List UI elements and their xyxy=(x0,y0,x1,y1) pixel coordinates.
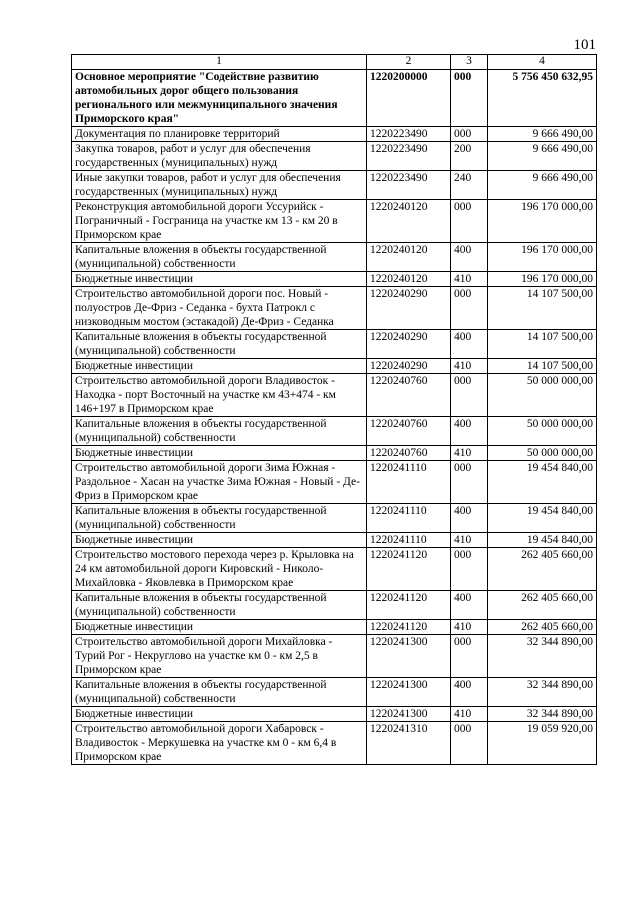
table-row xyxy=(72,287,597,330)
row-name-cell: Капитальные вложения в объекты государственной (муниципальной) собственности xyxy=(72,591,367,620)
row-code-cell: 1220241300 xyxy=(367,635,451,678)
table-row xyxy=(72,330,597,359)
row-code-cell: 1220241110 xyxy=(367,504,451,533)
row-code-cell: 1220241110 xyxy=(367,533,451,548)
column-header: 2 xyxy=(367,55,451,70)
row-name-cell: Строительство автомобильной дороги Михайловка - Турий Рог - Некруглово на участке км 0 - км 2,5 в Приморском крае xyxy=(72,635,367,678)
row-name-cell: Бюджетные инвестиции xyxy=(72,533,367,548)
row-type-cell: 400 xyxy=(451,678,488,707)
row-type-cell: 400 xyxy=(451,417,488,446)
row-code-cell: 1220223490 xyxy=(367,142,451,171)
table-row xyxy=(72,722,597,765)
row-amount-cell: 32 344 890,00 xyxy=(488,678,597,707)
table-row xyxy=(72,272,597,287)
row-amount-cell: 32 344 890,00 xyxy=(488,635,597,678)
table-row xyxy=(72,200,597,243)
row-type-cell: 200 xyxy=(451,142,488,171)
table-row xyxy=(72,243,597,272)
row-name-cell: Закупка товаров, работ и услуг для обеспечения государственных (муниципальных) нужд xyxy=(72,142,367,171)
table-row xyxy=(72,417,597,446)
row-name-cell: Основное мероприятие "Содействие развитию автомобильных дорог общего пользования регионального или межмуниципального значения Приморского края" xyxy=(72,70,367,127)
table-row xyxy=(72,359,597,374)
table-header-row xyxy=(72,55,597,70)
row-type-cell: 410 xyxy=(451,359,488,374)
row-name-cell: Бюджетные инвестиции xyxy=(72,446,367,461)
row-code-cell: 1220223490 xyxy=(367,171,451,200)
row-type-cell: 400 xyxy=(451,243,488,272)
table-row xyxy=(72,548,597,591)
row-amount-cell: 262 405 660,00 xyxy=(488,548,597,591)
table-body xyxy=(72,70,597,765)
row-amount-cell: 5 756 450 632,95 xyxy=(488,70,597,127)
table-row xyxy=(72,446,597,461)
row-code-cell: 1220240760 xyxy=(367,446,451,461)
row-amount-cell: 262 405 660,00 xyxy=(488,591,597,620)
row-name-cell: Бюджетные инвестиции xyxy=(72,620,367,635)
row-amount-cell: 19 454 840,00 xyxy=(488,504,597,533)
row-code-cell: 1220241110 xyxy=(367,461,451,504)
row-amount-cell: 262 405 660,00 xyxy=(488,620,597,635)
row-code-cell: 1220241120 xyxy=(367,620,451,635)
row-code-cell: 1220241310 xyxy=(367,722,451,765)
table-row xyxy=(72,504,597,533)
row-name-cell: Иные закупки товаров, работ и услуг для обеспечения государственных (муниципальных) нужд xyxy=(72,171,367,200)
row-type-cell: 400 xyxy=(451,504,488,533)
row-amount-cell: 9 666 490,00 xyxy=(488,142,597,171)
row-name-cell: Строительство автомобильной дороги пос. Новый - полуостров Де-Фриз - Седанка - бухта Патрокл с низководным мостом (эстакадой) Де-Фриз - Седанка xyxy=(72,287,367,330)
row-type-cell: 000 xyxy=(451,548,488,591)
row-name-cell: Строительство мостового перехода через р. Крыловка на 24 км автомобильной дороги Кировский - Николо-Михайловка - Яковлевка в Приморском крае xyxy=(72,548,367,591)
column-header: 3 xyxy=(451,55,488,70)
table-row xyxy=(72,142,597,171)
table-row xyxy=(72,127,597,142)
table-row xyxy=(72,70,597,127)
row-type-cell: 240 xyxy=(451,171,488,200)
row-name-cell: Строительство автомобильной дороги Хабаровск - Владивосток - Меркушевка на участке км 0 - км 6,4 в Приморском крае xyxy=(72,722,367,765)
table-row xyxy=(72,678,597,707)
column-header: 1 xyxy=(72,55,367,70)
row-name-cell: Бюджетные инвестиции xyxy=(72,272,367,287)
row-amount-cell: 9 666 490,00 xyxy=(488,127,597,142)
row-amount-cell: 19 059 920,00 xyxy=(488,722,597,765)
row-code-cell: 1220240290 xyxy=(367,287,451,330)
row-type-cell: 000 xyxy=(451,635,488,678)
row-amount-cell: 9 666 490,00 xyxy=(488,171,597,200)
table-row xyxy=(72,533,597,548)
row-type-cell: 000 xyxy=(451,287,488,330)
row-amount-cell: 14 107 500,00 xyxy=(488,359,597,374)
row-code-cell: 1220200000 xyxy=(367,70,451,127)
row-code-cell: 1220241300 xyxy=(367,707,451,722)
table-row xyxy=(72,707,597,722)
row-code-cell: 1220241120 xyxy=(367,548,451,591)
row-name-cell: Реконструкция автомобильной дороги Уссурийск - Пограничный - Госграница на участке км 13 - км 20 в Приморском крае xyxy=(72,200,367,243)
row-amount-cell: 32 344 890,00 xyxy=(488,707,597,722)
row-amount-cell: 196 170 000,00 xyxy=(488,200,597,243)
table-row xyxy=(72,635,597,678)
row-type-cell: 410 xyxy=(451,620,488,635)
table-row xyxy=(72,591,597,620)
row-code-cell: 1220240120 xyxy=(367,200,451,243)
row-type-cell: 410 xyxy=(451,707,488,722)
row-amount-cell: 50 000 000,00 xyxy=(488,374,597,417)
column-header: 4 xyxy=(488,55,597,70)
row-type-cell: 000 xyxy=(451,461,488,504)
row-type-cell: 410 xyxy=(451,533,488,548)
row-name-cell: Капитальные вложения в объекты государственной (муниципальной) собственности xyxy=(72,504,367,533)
row-amount-cell: 19 454 840,00 xyxy=(488,533,597,548)
row-amount-cell: 50 000 000,00 xyxy=(488,417,597,446)
row-code-cell: 1220223490 xyxy=(367,127,451,142)
row-code-cell: 1220241120 xyxy=(367,591,451,620)
page-number: 101 xyxy=(573,37,596,53)
table-row xyxy=(72,461,597,504)
row-code-cell: 1220241300 xyxy=(367,678,451,707)
row-name-cell: Капитальные вложения в объекты государственной (муниципальной) собственности xyxy=(72,678,367,707)
row-name-cell: Капитальные вложения в объекты государственной (муниципальной) собственности xyxy=(72,417,367,446)
budget-table xyxy=(71,54,597,765)
row-type-cell: 000 xyxy=(451,374,488,417)
table-row xyxy=(72,620,597,635)
row-amount-cell: 50 000 000,00 xyxy=(488,446,597,461)
row-name-cell: Капитальные вложения в объекты государственной (муниципальной) собственности xyxy=(72,330,367,359)
row-amount-cell: 196 170 000,00 xyxy=(488,243,597,272)
row-code-cell: 1220240760 xyxy=(367,374,451,417)
row-type-cell: 400 xyxy=(451,330,488,359)
row-type-cell: 410 xyxy=(451,446,488,461)
row-type-cell: 000 xyxy=(451,127,488,142)
row-name-cell: Капитальные вложения в объекты государственной (муниципальной) собственности xyxy=(72,243,367,272)
row-name-cell: Бюджетные инвестиции xyxy=(72,707,367,722)
table-row xyxy=(72,374,597,417)
row-type-cell: 410 xyxy=(451,272,488,287)
row-amount-cell: 19 454 840,00 xyxy=(488,461,597,504)
row-type-cell: 000 xyxy=(451,722,488,765)
row-name-cell: Документация по планировке территорий xyxy=(72,127,367,142)
row-code-cell: 1220240290 xyxy=(367,330,451,359)
row-type-cell: 000 xyxy=(451,200,488,243)
row-code-cell: 1220240290 xyxy=(367,359,451,374)
row-name-cell: Бюджетные инвестиции xyxy=(72,359,367,374)
row-code-cell: 1220240120 xyxy=(367,272,451,287)
row-amount-cell: 14 107 500,00 xyxy=(488,287,597,330)
row-amount-cell: 14 107 500,00 xyxy=(488,330,597,359)
row-amount-cell: 196 170 000,00 xyxy=(488,272,597,287)
row-name-cell: Строительство автомобильной дороги Зима Южная - Раздольное - Хасан на участке Зима Южная - Новый - Де-Фриз в Приморском крае xyxy=(72,461,367,504)
row-code-cell: 1220240760 xyxy=(367,417,451,446)
table-row xyxy=(72,171,597,200)
row-code-cell: 1220240120 xyxy=(367,243,451,272)
row-type-cell: 400 xyxy=(451,591,488,620)
row-name-cell: Строительство автомобильной дороги Владивосток - Находка - порт Восточный на участке км 43+474 - км 146+197 в Приморском крае xyxy=(72,374,367,417)
row-type-cell: 000 xyxy=(451,70,488,127)
